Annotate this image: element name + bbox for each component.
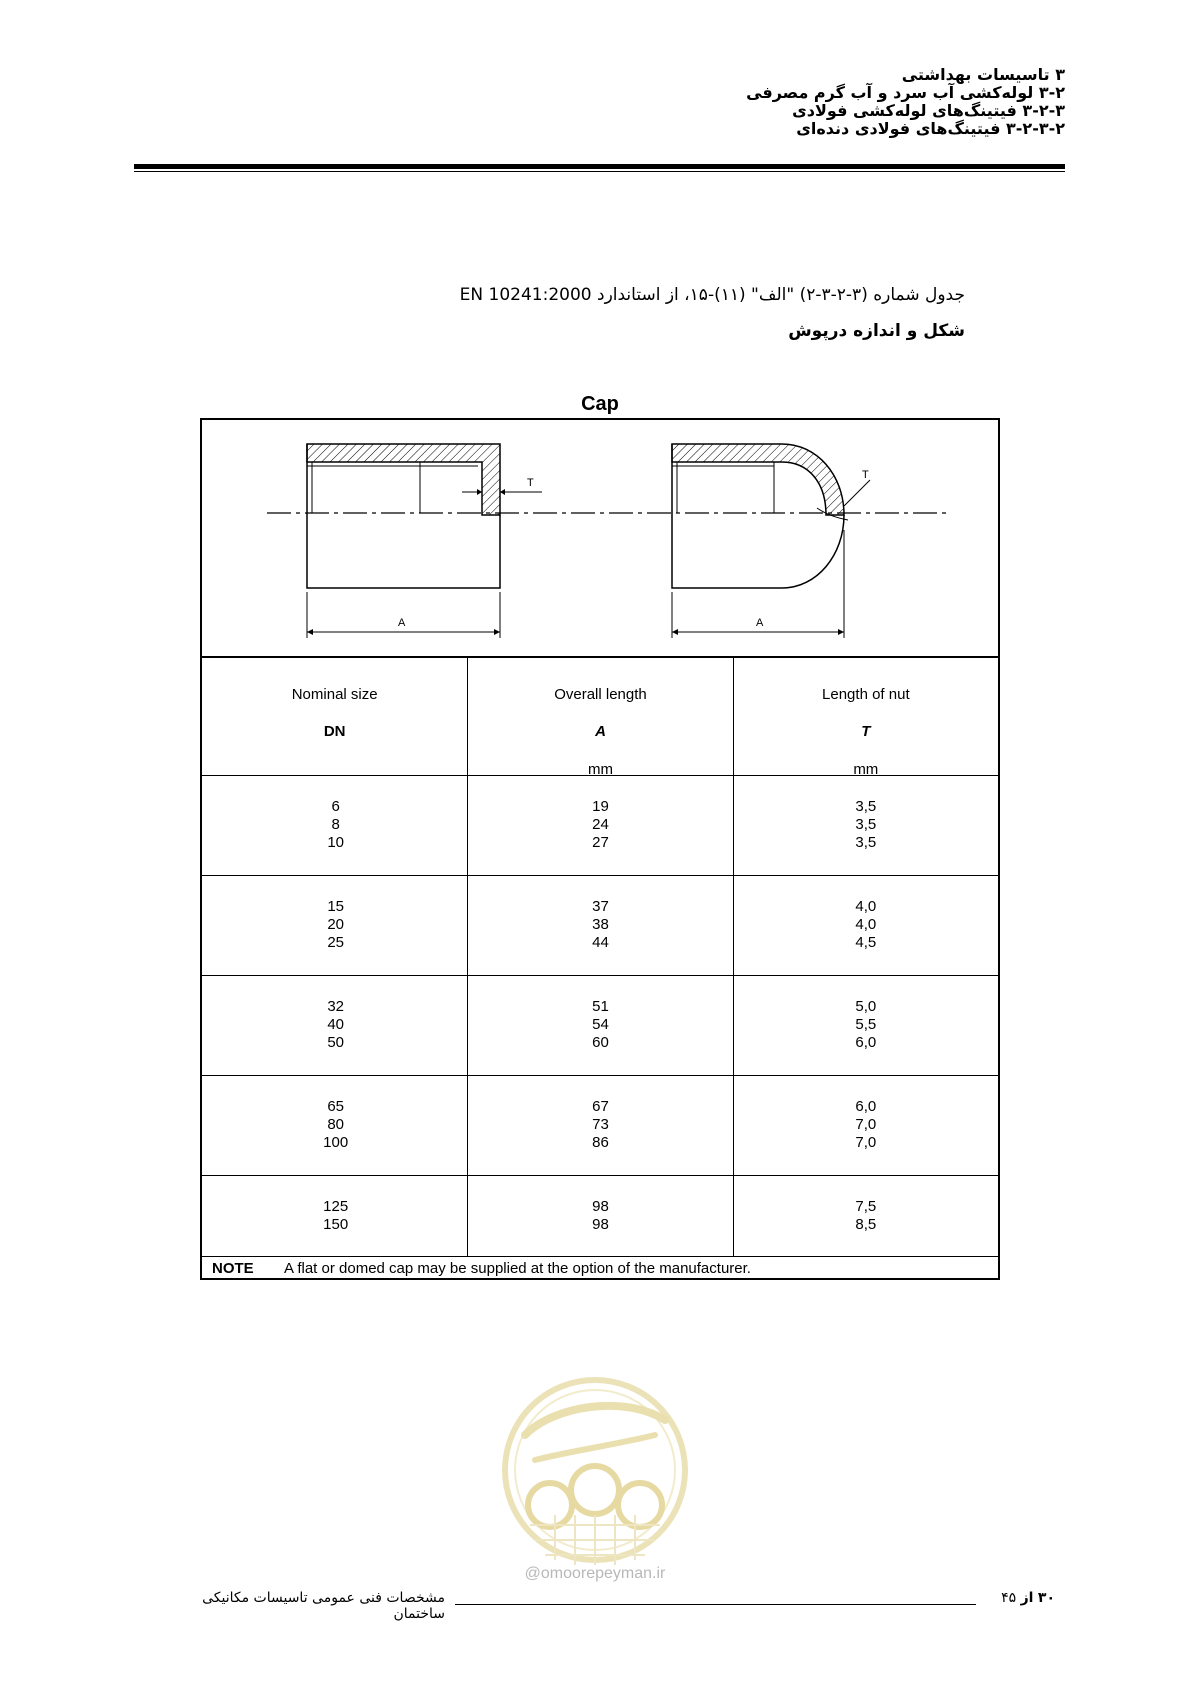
a-value: 38 (592, 916, 609, 933)
domed-cap-label-t: T (862, 469, 869, 481)
table-row (202, 976, 998, 1076)
t-value: 6,0 (855, 1098, 877, 1115)
header-rule-thick (134, 164, 1065, 169)
figure-title: Cap (581, 393, 619, 415)
note-label: NOTE (212, 1260, 254, 1277)
header-rule-thin (134, 171, 1065, 172)
dn-value: 100 (323, 1134, 349, 1151)
t-value: 7,0 (855, 1116, 877, 1133)
domed-cap-label-a: A (756, 617, 764, 629)
table-row (202, 1176, 998, 1256)
a-value: 67 (592, 1098, 609, 1115)
dn-value: 10 (327, 834, 344, 851)
dn-value: 150 (323, 1216, 349, 1233)
cap-drawing-svg (202, 420, 998, 656)
a-cell (467, 876, 732, 975)
a-value: 60 (592, 1034, 609, 1051)
cap-drawing (202, 420, 998, 658)
header-label: Length of nut (822, 686, 910, 703)
page-current: ۳۰ (1037, 1590, 1055, 1606)
flat-cap-label-t: T (527, 477, 534, 489)
header-length-of-nut (733, 656, 998, 778)
section-header (165, 66, 1065, 138)
table-header-row (202, 656, 998, 776)
t-value: 4,5 (855, 934, 877, 951)
a-value: 54 (592, 1016, 609, 1033)
table-caption (165, 284, 965, 342)
dn-cell (202, 776, 467, 875)
header-unit: mm (587, 761, 613, 778)
header-symbol: DN (323, 723, 346, 740)
t-value: 7,5 (855, 1198, 877, 1215)
dn-value: 20 (327, 916, 344, 933)
dn-value: 15 (327, 898, 344, 915)
dn-value: 125 (323, 1198, 349, 1215)
dn-value: 80 (327, 1116, 344, 1133)
flat-cap-drawing (307, 444, 542, 638)
dn-value: 25 (327, 934, 344, 951)
a-cell (467, 1076, 732, 1175)
domed-cap-drawing (672, 444, 870, 638)
t-value: 8,5 (855, 1216, 877, 1233)
a-value: 51 (592, 998, 609, 1015)
flat-cap-label-a: A (398, 617, 406, 629)
a-cell (467, 776, 732, 875)
footer-page-number (985, 1590, 1055, 1606)
dn-cell (202, 1176, 467, 1256)
t-cell (733, 776, 998, 875)
table-row (202, 1076, 998, 1176)
header-line-3: ۳-۲-۳ فیتینگ‌های لوله‌کشی فولادی (792, 101, 1065, 120)
a-value: 19 (592, 798, 609, 815)
a-cell (467, 976, 732, 1075)
table-note (202, 1256, 998, 1280)
watermark-url: @omoorepeyman.ir (524, 1565, 666, 1582)
dn-value: 6 (331, 798, 340, 815)
header-nominal-size (202, 656, 467, 775)
a-value: 44 (592, 934, 609, 951)
t-cell (733, 976, 998, 1075)
t-value: 6,0 (855, 1034, 877, 1051)
dn-value: 32 (327, 998, 344, 1015)
dn-cell (202, 876, 467, 975)
a-value: 98 (592, 1216, 609, 1233)
page-total: ۴۵ (1001, 1590, 1017, 1606)
a-value: 86 (592, 1134, 609, 1151)
watermark-seal-icon (495, 1365, 695, 1585)
a-cell (467, 1176, 732, 1256)
a-value: 98 (592, 1198, 609, 1215)
footer-rule (455, 1604, 976, 1605)
dn-value: 65 (327, 1098, 344, 1115)
footer-document-title: مشخصات فنی عمومی تاسیسات مکانیکی ساختمان (202, 1590, 445, 1622)
header-symbol: A (595, 723, 606, 740)
a-value: 37 (592, 898, 609, 915)
watermark-logo (495, 1365, 695, 1585)
t-cell (733, 1176, 998, 1256)
t-value: 7,0 (855, 1134, 877, 1151)
t-value: 5,0 (855, 998, 877, 1015)
page-of: از (1020, 1590, 1034, 1606)
dn-value: 50 (327, 1034, 344, 1051)
header-overall-length (467, 656, 732, 778)
dn-value: 40 (327, 1016, 344, 1033)
t-value: 3,5 (855, 798, 877, 815)
t-value: 4,0 (855, 916, 877, 933)
header-label: Overall length (554, 686, 647, 703)
dn-cell (202, 1076, 467, 1175)
dn-value: 8 (331, 816, 340, 833)
t-value: 4,0 (855, 898, 877, 915)
note-text: A flat or domed cap may be supplied at the option of the manufacturer. (284, 1260, 751, 1277)
header-line-1: ۳ تاسیسات بهداشتی (901, 65, 1065, 84)
t-value: 3,5 (855, 816, 877, 833)
cap-table (200, 418, 1000, 1280)
header-unit: mm (853, 761, 879, 778)
a-value: 24 (592, 816, 609, 833)
caption-line-2: شکل و اندازه درپوش (788, 321, 965, 341)
header-line-4: ۳-۲-۳-۲ فیتینگ‌های فولادی دنده‌ای (796, 119, 1065, 138)
header-line-2: ۳-۲ لوله‌کشی آب سرد و آب گرم مصرفی (746, 83, 1065, 102)
t-value: 5,5 (855, 1016, 877, 1033)
caption-line-1: جدول شماره (۳-۲-۳-۲) "الف" (۱۱)-۱۵، از استاندارد EN 10241:2000 (459, 285, 965, 305)
table-row (202, 776, 998, 876)
dn-cell (202, 976, 467, 1075)
t-value: 3,5 (855, 834, 877, 851)
t-cell (733, 1076, 998, 1175)
header-label: Nominal size (291, 686, 378, 703)
t-cell (733, 876, 998, 975)
a-value: 73 (592, 1116, 609, 1133)
dimension-table (202, 656, 998, 1256)
a-value: 27 (592, 834, 609, 851)
header-symbol: T (861, 723, 871, 740)
table-row (202, 876, 998, 976)
